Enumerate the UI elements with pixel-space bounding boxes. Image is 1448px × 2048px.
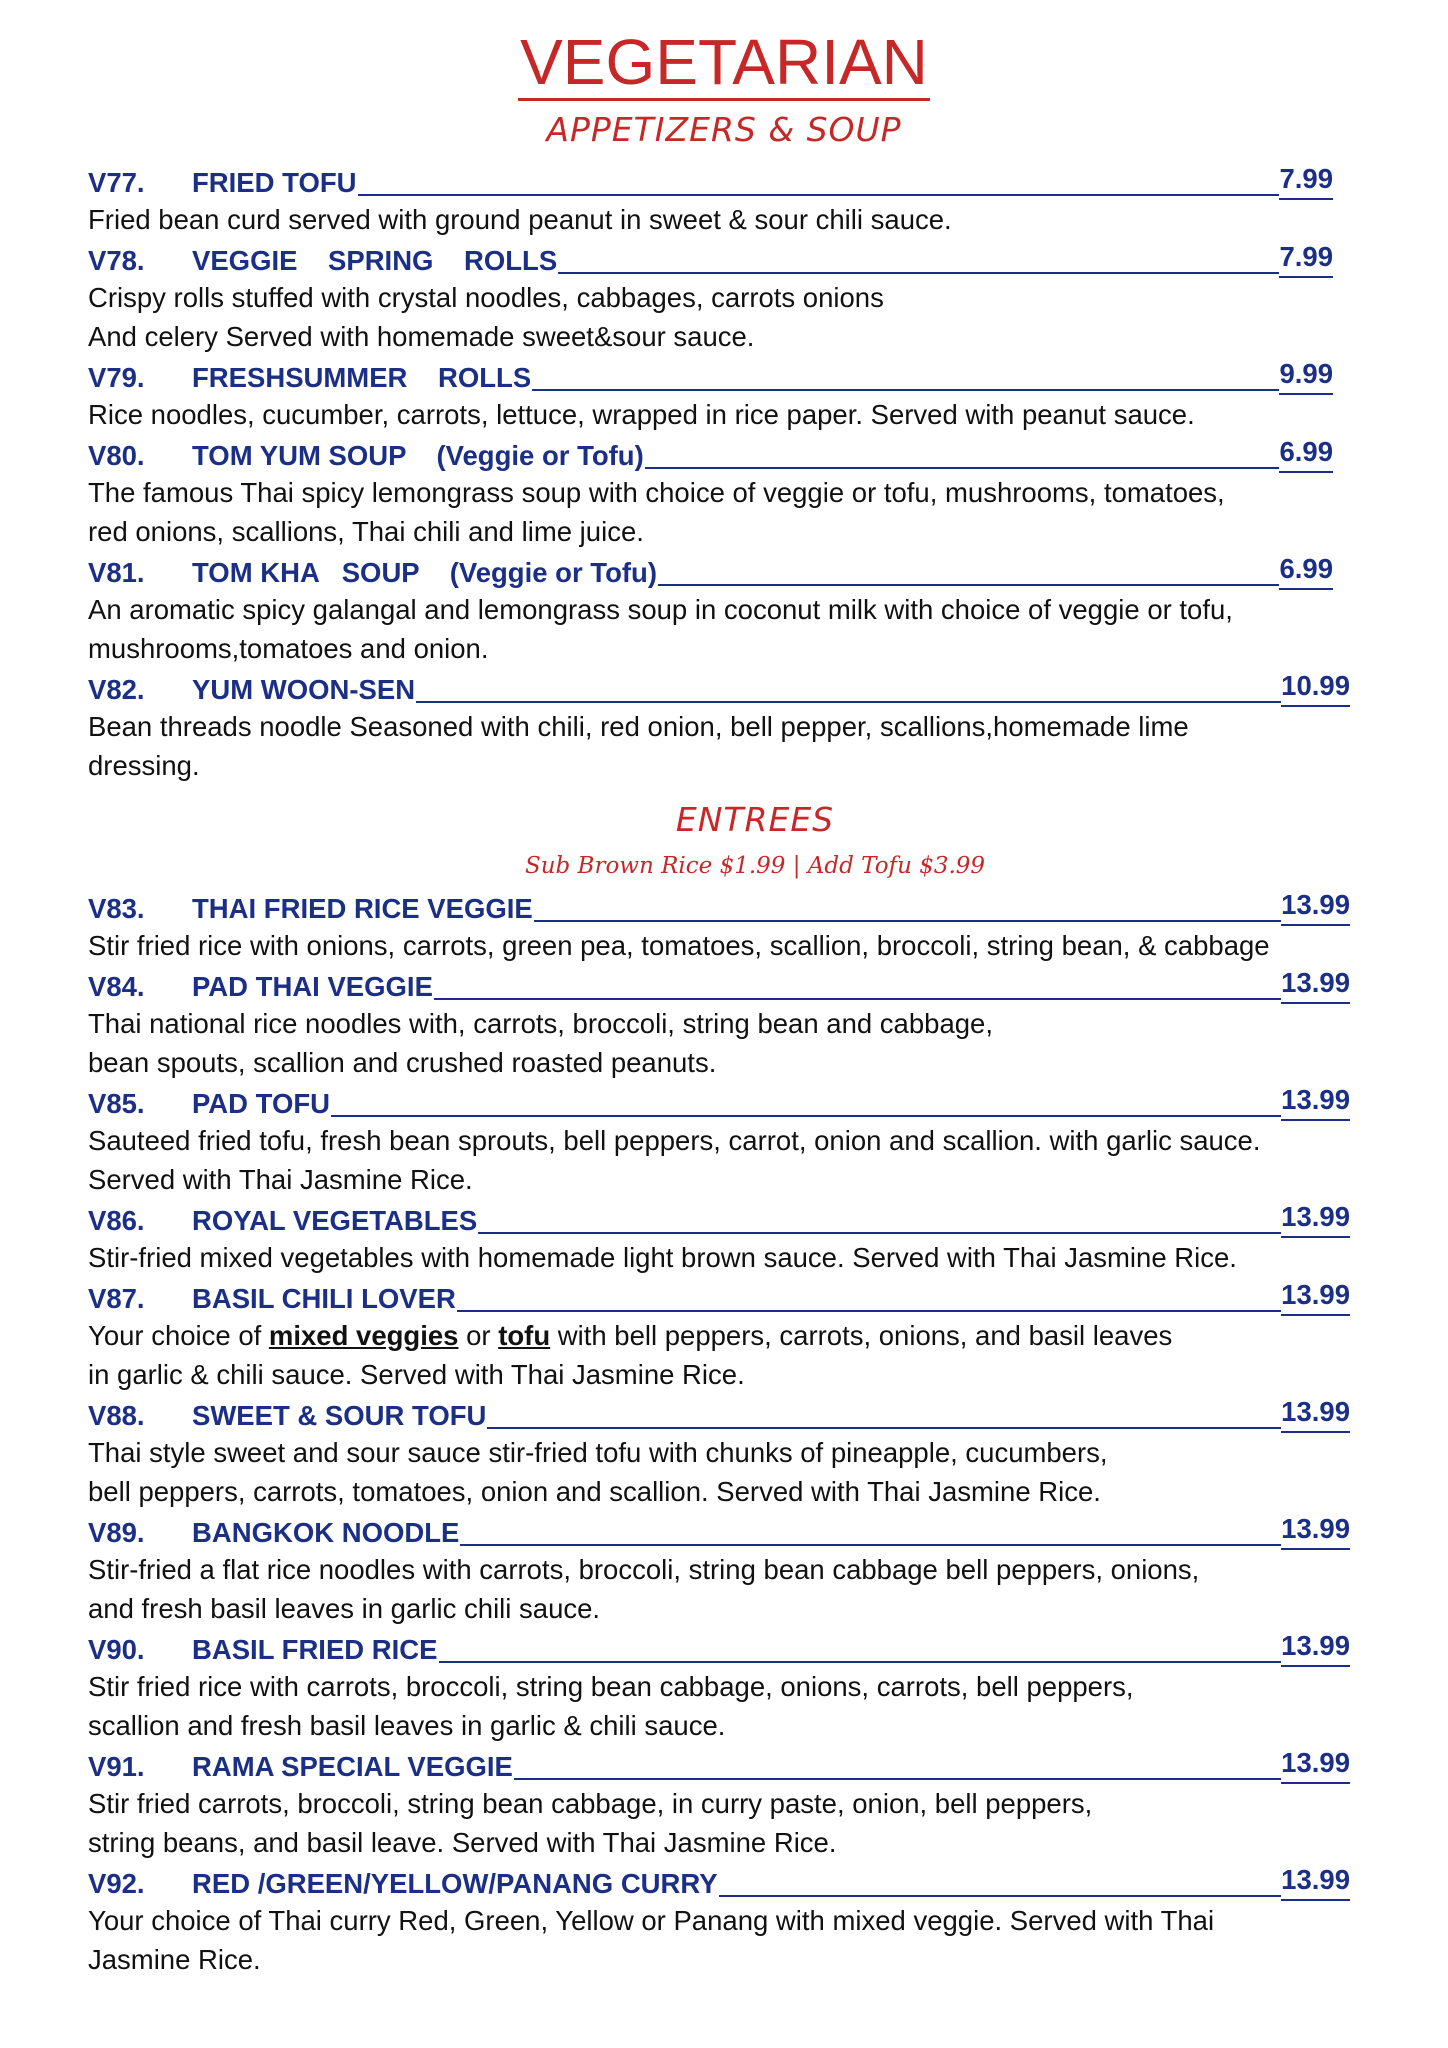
leader-line — [645, 467, 1280, 469]
item-price: 10.99 — [1281, 669, 1350, 707]
item-price: 7.99 — [1279, 240, 1333, 278]
item-name: TOM YUM SOUP (Veggie or Tofu) — [192, 440, 644, 471]
item-description: Stir-fried a flat rice noodles with carrots, broccoli, string bean cabbage bell peppers, onions, and fresh basil leaves in garlic chili sauce. — [88, 1554, 1200, 1624]
item-name: FRESHSUMMER ROLLS — [192, 362, 532, 393]
item-price: 13.99 — [1281, 1200, 1350, 1238]
menu-item — [88, 435, 1333, 551]
menu-item — [88, 162, 1333, 239]
item-code: V89. — [88, 1517, 145, 1548]
menu-item — [88, 1512, 1350, 1628]
leader-line — [719, 1895, 1282, 1897]
item-name: TOM KHA SOUP (Veggie or Tofu) — [192, 557, 657, 588]
item-description: Thai national rice noodles with, carrots, broccoli, string bean and cabbage, bean spouts, scallion and crushed roasted peanuts. — [88, 1008, 993, 1078]
leader-line — [534, 920, 1281, 922]
menu-item — [88, 552, 1333, 668]
appetizers-heading: APPETIZERS & SOUP — [546, 110, 902, 149]
item-description: Rice noodles, cucumber, carrots, lettuce, wrapped in rice paper. Served with peanut sauce. — [88, 399, 1195, 430]
menu-item — [88, 669, 1350, 785]
menu-item — [88, 1278, 1350, 1394]
item-price: 13.99 — [1281, 966, 1350, 1004]
item-code: V88. — [88, 1400, 145, 1431]
item-code: V81. — [88, 557, 145, 588]
item-code: V77. — [88, 167, 145, 198]
item-description: Stir fried rice with onions, carrots, green pea, tomatoes, scallion, broccoli, string bean, & cabbage — [88, 930, 1270, 961]
item-description: Your choice of mixed veggies or tofu with bell peppers, carrots, onions, and basil leaves in garlic & chili sauce. Served with Thai Jasmine Rice. — [88, 1320, 1173, 1390]
item-price: 13.99 — [1281, 1278, 1350, 1316]
menu-item — [88, 1395, 1350, 1511]
item-name: YUM WOON-SEN — [192, 674, 416, 705]
leader-line — [460, 1544, 1281, 1546]
item-price: 6.99 — [1279, 435, 1333, 473]
item-description: Stir-fried mixed vegetables with homemade light brown sauce. Served with Thai Jasmine Rice. — [88, 1242, 1237, 1273]
leader-line — [558, 272, 1279, 274]
menu-item — [88, 1746, 1350, 1862]
item-name: BANGKOK NOODLE — [192, 1517, 460, 1548]
item-description: The famous Thai spicy lemongrass soup with choice of veggie or tofu, mushrooms, tomatoes, red onions, scallions, Thai chili and lime juice. — [88, 477, 1225, 547]
entrees-heading: ENTREES — [675, 800, 835, 839]
menu-item — [88, 1083, 1350, 1199]
item-price: 13.99 — [1281, 1395, 1350, 1433]
item-code: V90. — [88, 1634, 145, 1665]
menu-item — [88, 1200, 1350, 1277]
item-name: RED /GREEN/YELLOW/PANANG CURRY — [192, 1868, 718, 1899]
menu-item — [88, 1629, 1350, 1745]
item-description: An aromatic spicy galangal and lemongrass soup in coconut milk with choice of veggie or tofu, mushrooms,tomatoes and onion. — [88, 594, 1233, 664]
item-name: RAMA SPECIAL VEGGIE — [192, 1751, 513, 1782]
item-name: ROYAL VEGETABLES — [192, 1205, 478, 1236]
item-name: THAI FRIED RICE VEGGIE — [192, 893, 533, 924]
item-price: 6.99 — [1279, 552, 1333, 590]
option-tofu: tofu — [498, 1320, 551, 1351]
item-name: PAD THAI VEGGIE — [192, 971, 433, 1002]
item-price: 13.99 — [1281, 888, 1350, 926]
item-name: BASIL FRIED RICE — [192, 1634, 438, 1665]
item-code: V83. — [88, 893, 145, 924]
item-name: BASIL CHILI LOVER — [192, 1283, 456, 1314]
item-description: Thai style sweet and sour sauce stir-fried tofu with chunks of pineapple, cucumbers, bell peppers, carrots, tomatoes, onion and scallion. Served with Thai Jasmine Rice. — [88, 1437, 1108, 1507]
item-code: V80. — [88, 440, 145, 471]
leader-line — [358, 194, 1280, 196]
item-code: V92. — [88, 1868, 145, 1899]
item-price: 9.99 — [1279, 357, 1333, 395]
menu-item — [88, 357, 1333, 434]
item-price: 7.99 — [1279, 162, 1333, 200]
item-description: Your choice of Thai curry Red, Green, Yellow or Panang with mixed veggie. Served with Thai Jasmine Rice. — [88, 1905, 1215, 1975]
item-name: VEGGIE SPRING ROLLS — [192, 245, 558, 276]
item-description: Crispy rolls stuffed with crystal noodles, cabbages, carrots onions And celery Served with homemade sweet&sour sauce. — [88, 282, 884, 352]
leader-line — [434, 998, 1281, 1000]
item-code: V87. — [88, 1283, 145, 1314]
item-price: 13.99 — [1281, 1083, 1350, 1121]
item-price: 13.99 — [1281, 1863, 1350, 1901]
item-name: PAD TOFU — [192, 1088, 331, 1119]
leader-line — [331, 1115, 1281, 1117]
menu-item — [88, 1863, 1350, 1979]
leader-line — [532, 389, 1279, 391]
item-price: 13.99 — [1281, 1629, 1350, 1667]
item-name: FRIED TOFU — [192, 167, 357, 198]
leader-line — [487, 1427, 1281, 1429]
item-description: Bean threads noodle Seasoned with chili, red onion, bell pepper, scallions,homemade lime dressing. — [88, 711, 1189, 781]
leader-line — [478, 1232, 1281, 1234]
leader-line — [457, 1310, 1281, 1312]
leader-line — [514, 1778, 1281, 1780]
menu-item — [88, 240, 1333, 356]
item-code: V78. — [88, 245, 145, 276]
item-code: V79. — [88, 362, 145, 393]
option-mixed-veggies: mixed veggies — [268, 1320, 459, 1351]
item-code: V91. — [88, 1751, 145, 1782]
item-description: Fried bean curd served with ground peanut in sweet & sour chili sauce. — [88, 204, 952, 235]
item-price: 13.99 — [1281, 1746, 1350, 1784]
item-name: SWEET & SOUR TOFU — [192, 1400, 487, 1431]
item-description: Stir fried rice with carrots, broccoli, string bean cabbage, onions, carrots, bell peppers, scallion and fresh basil leaves in garlic & chili sauce. — [88, 1671, 1134, 1741]
page-title — [0, 26, 1448, 98]
item-description: Stir fried carrots, broccoli, string bean cabbage, in curry paste, onion, bell peppers, string beans, and basil leave. Served with Thai Jasmine Rice. — [88, 1788, 1093, 1858]
item-code: V82. — [88, 674, 145, 705]
item-price: 13.99 — [1281, 1512, 1350, 1550]
leader-line — [658, 584, 1279, 586]
leader-line — [416, 701, 1281, 703]
menu-item — [88, 966, 1350, 1082]
item-code: V85. — [88, 1088, 145, 1119]
leader-line — [439, 1661, 1282, 1663]
item-code: V86. — [88, 1205, 145, 1236]
page-title-text: VEGETARIAN — [518, 26, 930, 101]
item-code: V84. — [88, 971, 145, 1002]
entrees-note: Sub Brown Rice $1.99 | Add Tofu $3.99 — [524, 853, 986, 879]
item-description: Sauteed fried tofu, fresh bean sprouts, bell peppers, carrot, onion and scallion. with garlic sauce. Served with Thai Jasmine Rice. — [88, 1125, 1261, 1195]
menu-item — [88, 888, 1350, 965]
